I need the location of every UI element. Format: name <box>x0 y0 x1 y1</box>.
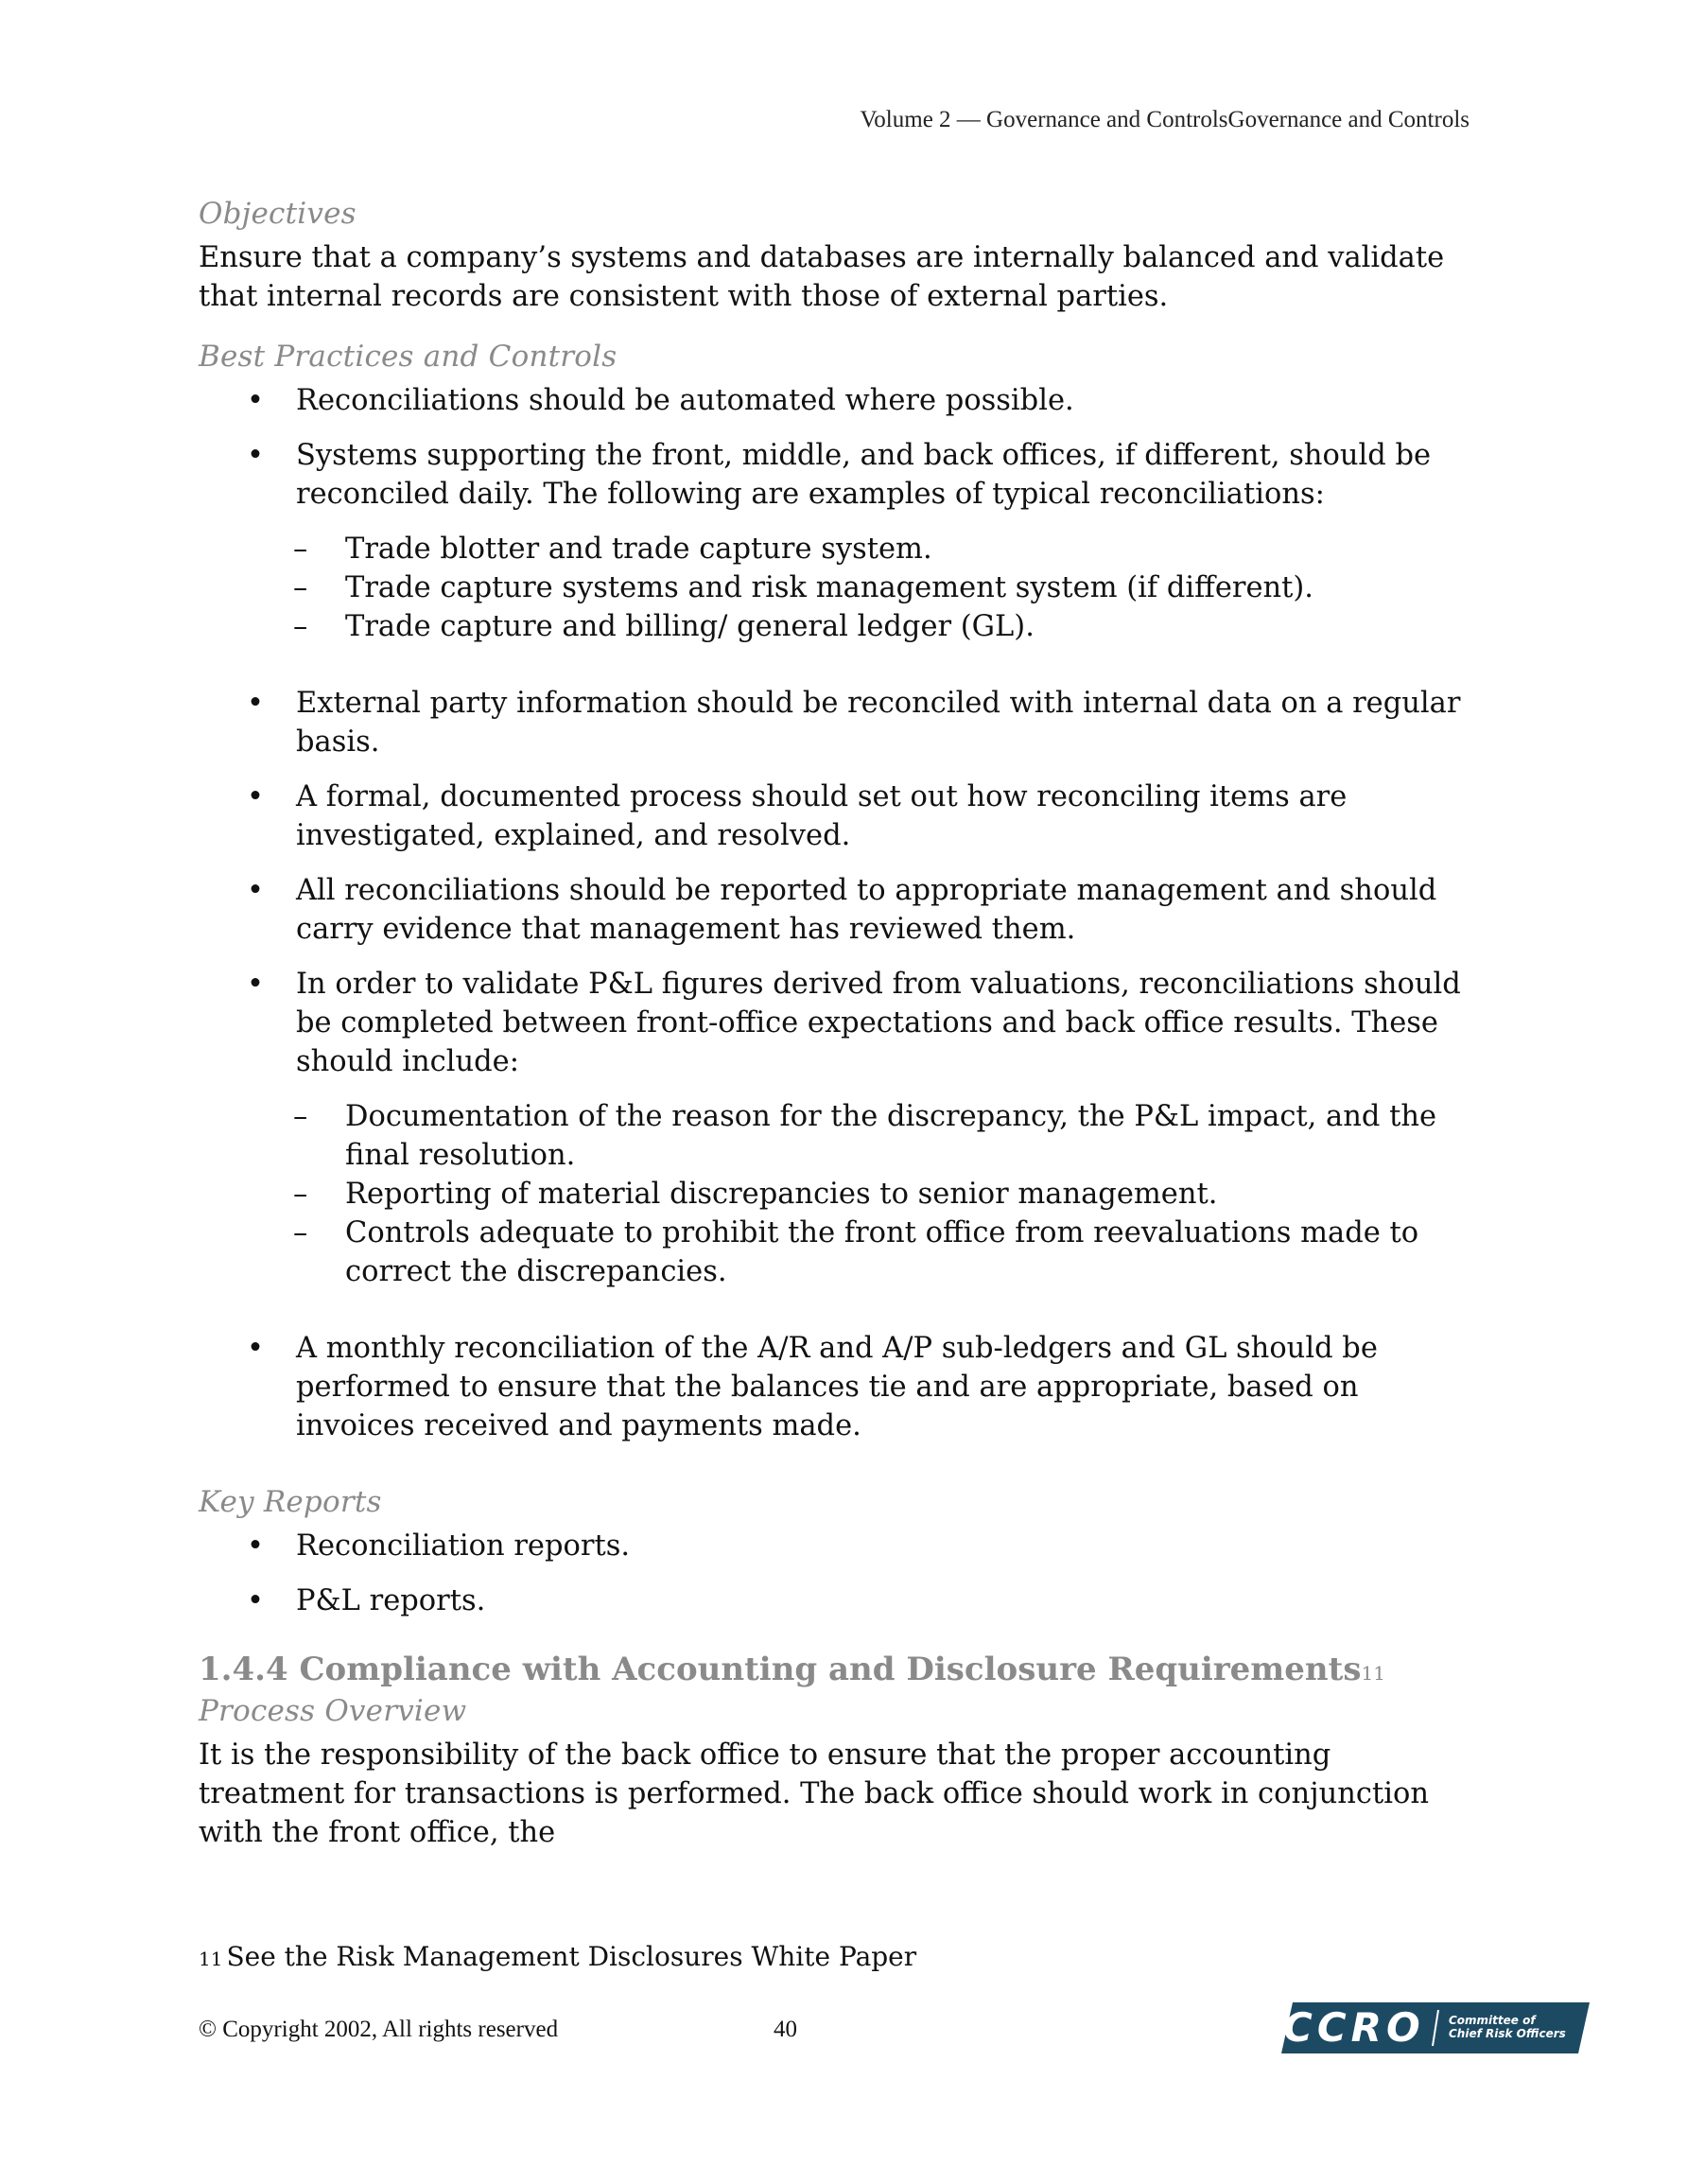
list-item <box>199 381 1475 420</box>
list-item-text: A monthly reconciliation of the A/R and A/P sub-ledgers and GL should be performed to ensure that the balances tie and are appropriate, based on invoices received and payments made. <box>296 1332 1378 1442</box>
bullet-marker: • <box>247 780 264 813</box>
section-heading-text: 1.4.4 Compliance with Accounting and Disclosure Requirements <box>199 1651 1362 1688</box>
best-practices-heading: Best Practices and Controls <box>199 340 617 374</box>
dash-marker: – <box>293 1100 308 1133</box>
sub-list-item <box>199 568 1475 607</box>
list-item <box>199 436 1475 514</box>
list-item <box>199 965 1475 1081</box>
key-reports-heading: Key Reports <box>199 1485 382 1519</box>
dash-marker: – <box>293 571 308 604</box>
best-practices-list-continued <box>199 684 1475 1081</box>
list-item <box>199 871 1475 949</box>
bullet-marker: • <box>247 968 264 1001</box>
pl-validation-list <box>199 1097 1475 1291</box>
sub-list-item <box>199 607 1475 646</box>
dash-marker: – <box>293 610 308 643</box>
bullet-marker: • <box>247 1332 264 1365</box>
process-overview-text: It is the responsibility of the back office to ensure that the proper accounting treatment for transactions is performed. The back office should work in conjunction with the front office, the <box>199 1738 1429 1849</box>
sub-list-item-text: Trade blotter and trade capture system. <box>345 533 932 566</box>
footnote-reference: 11 <box>1361 1662 1385 1685</box>
footnote <box>199 1941 916 1972</box>
key-reports-list <box>199 1527 1475 1620</box>
bullet-marker: • <box>247 1584 264 1617</box>
page-content <box>199 197 1475 1852</box>
list-item <box>199 1329 1475 1445</box>
bullet-marker: • <box>247 1529 264 1563</box>
list-item <box>199 778 1475 855</box>
bullet-marker: • <box>247 384 264 417</box>
list-item-text: A formal, documented process should set out how reconciling items are investigated, explained, and resolved. <box>296 780 1348 852</box>
footnote-text: See the Risk Management Disclosures White Paper <box>226 1941 917 1972</box>
logo-subtitle <box>1449 2014 1572 2040</box>
reconciliation-examples-list <box>199 530 1475 646</box>
list-item-text: Reconciliation reports. <box>296 1529 631 1563</box>
section-heading <box>199 1651 1475 1688</box>
list-item-text: In order to validate P&L figures derived from valuations, reconciliations should be completed between front-office expectations and back office results. These should include: <box>296 968 1461 1078</box>
objectives-text: Ensure that a company’s systems and databases are internally balanced and validate that internal records are consistent with those of external parties. <box>199 241 1445 313</box>
list-item-text: P&L reports. <box>296 1584 486 1617</box>
list-item <box>199 1581 1475 1620</box>
sub-list-item-text: Trade capture and billing/ general ledger (GL). <box>345 610 1035 643</box>
list-item-text: Reconciliations should be automated where possible. <box>296 384 1074 417</box>
sub-list-item <box>199 530 1475 568</box>
dash-marker: – <box>293 1178 308 1211</box>
logo-subtitle-line-1: Committee of <box>1449 2014 1536 2027</box>
sub-list-item-text: Trade capture systems and risk management system (if different). <box>345 571 1313 604</box>
list-item-text: All reconciliations should be reported to appropriate management and should carry evidence that management has reviewed them. <box>296 874 1437 946</box>
running-header: Volume 2 — Governance and ControlsGovernance and Controls <box>860 107 1470 132</box>
best-practices-list <box>199 381 1475 514</box>
list-item <box>199 684 1475 761</box>
logo-wordmark: CCRO <box>1283 2004 1425 2051</box>
list-item <box>199 1527 1475 1565</box>
logo-subtitle-line-2: Chief Risk Officers <box>1449 2027 1566 2040</box>
sub-list-item <box>199 1214 1475 1291</box>
best-practices-list-final <box>199 1329 1475 1445</box>
bullet-marker: • <box>247 439 264 472</box>
process-overview-heading: Process Overview <box>199 1694 467 1728</box>
sub-list-item-text: Reporting of material discrepancies to senior management. <box>345 1178 1218 1211</box>
bullet-marker: • <box>247 687 264 720</box>
sub-list-item <box>199 1175 1475 1214</box>
list-item-text: External party information should be reconciled with internal data on a regular basis. <box>296 687 1461 759</box>
sub-list-item-text: Controls adequate to prohibit the front office from reevaluations made to correct the discrepancies. <box>345 1216 1419 1288</box>
dash-marker: – <box>293 1216 308 1249</box>
sub-list-item <box>199 1097 1475 1175</box>
footnote-number: 11 <box>199 1948 223 1970</box>
objectives-heading: Objectives <box>199 197 357 231</box>
dash-marker: – <box>293 533 308 566</box>
page-number: 40 <box>774 2017 797 2042</box>
sub-list-item-text: Documentation of the reason for the discrepancy, the P&L impact, and the final resolution. <box>345 1100 1437 1172</box>
copyright-notice: © Copyright 2002, All rights reserved <box>199 2017 559 2042</box>
list-item-text: Systems supporting the front, middle, and back offices, if different, should be reconciled daily. The following are examples of typical reconciliations: <box>296 439 1432 511</box>
bullet-marker: • <box>247 874 264 907</box>
